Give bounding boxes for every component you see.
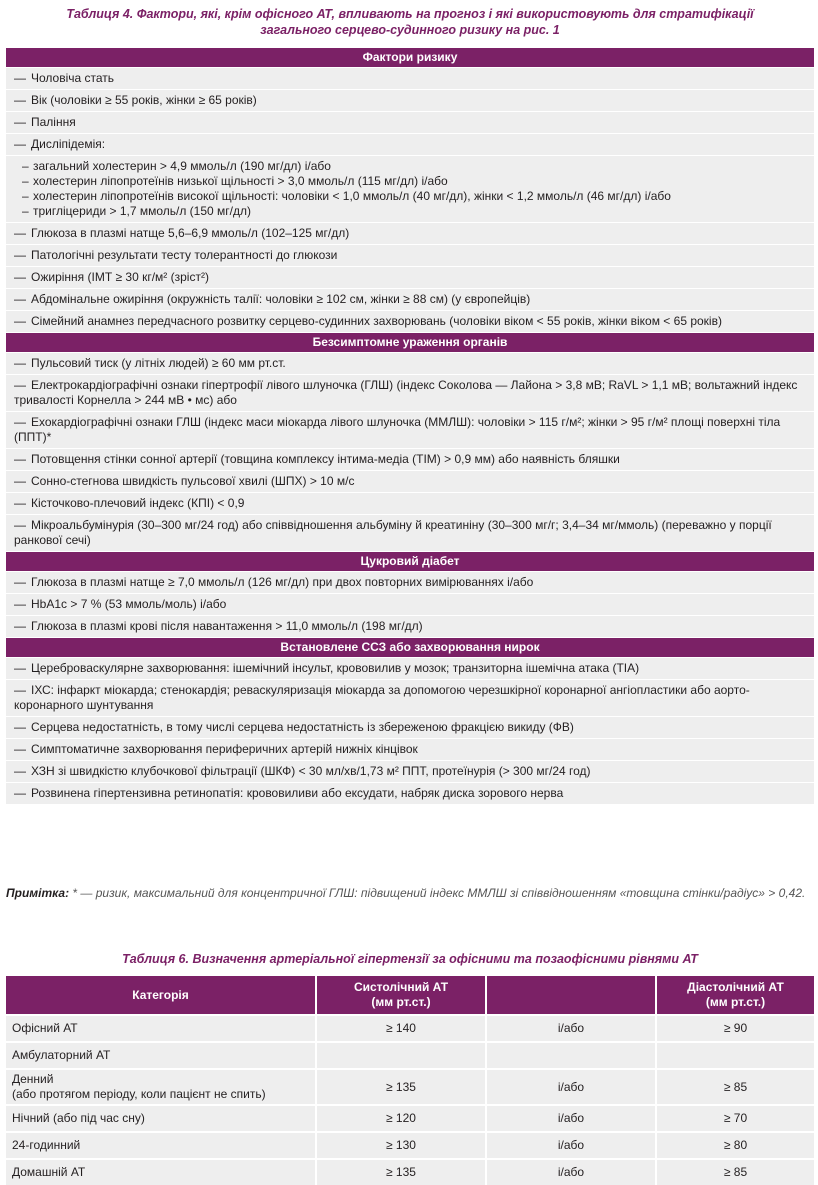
dash-mark: —: [14, 314, 26, 328]
category-text: Денний: [12, 1072, 54, 1086]
dash-mark: —: [14, 496, 26, 510]
item-text: Абдомінальне ожиріння (окружність талії: чоловіки ≥ 102 см, жінки ≥ 88 см) (у європейців): [31, 292, 531, 306]
table-row: [6, 594, 814, 616]
item-text: ХЗН зі швидкістю клубочкової фільтрації (ШКФ) < 30 мл/хв/1,73 м² ППТ, протеїнурія (> 300 мг/24 год): [31, 764, 591, 778]
category-text: Офісний АТ: [12, 1021, 78, 1035]
table-row: [6, 267, 814, 289]
table-row: [6, 680, 814, 717]
category-text: Амбулаторний АТ: [12, 1048, 111, 1062]
table-row: [6, 515, 814, 552]
table-row: [6, 223, 814, 245]
sub-item: [14, 159, 808, 174]
table-row: [6, 353, 814, 375]
dash-mark: –: [22, 189, 29, 203]
sub-item: [14, 189, 808, 204]
table-row: [6, 156, 814, 223]
table-row: [6, 375, 814, 412]
item-text: Сонно-стегнова швидкість пульсової хвилі (ШПХ) > 10 м/с: [31, 474, 355, 488]
dash-mark: —: [14, 415, 26, 429]
dash-mark: —: [14, 474, 26, 488]
dash-mark: —: [14, 518, 26, 532]
table-row: [6, 90, 814, 112]
dash-mark: —: [14, 356, 26, 370]
dash-mark: —: [14, 292, 26, 306]
table-row: [6, 1159, 814, 1185]
item-text: Цереброваскулярне захворювання: ішемічний інсульт, крововилив у мозок; транзиторна ішемічна атака (ТІА): [31, 661, 640, 675]
diastolic-cell: ≥ 90: [656, 1015, 814, 1042]
table-cell: [6, 289, 814, 311]
category-cell: [6, 1042, 316, 1069]
category-cell: [6, 1069, 316, 1105]
diastolic-cell: ≥ 85: [656, 1069, 814, 1105]
section-header-row: [6, 48, 814, 68]
section-heading: Встановлене ССЗ або захворювання нирок: [6, 638, 814, 658]
table-row: [6, 449, 814, 471]
table-cell: [6, 90, 814, 112]
dash-mark: —: [14, 115, 26, 129]
table-cell: [6, 616, 814, 638]
table-cell: [6, 572, 814, 594]
sub-item: [14, 204, 808, 219]
header-diastolic-line1: Діастолічний АТ: [687, 980, 784, 994]
header-middle: [486, 976, 656, 1015]
table-cell: [6, 375, 814, 412]
header-systolic-line1: Систолічний АТ: [353, 980, 449, 994]
table-row: [6, 493, 814, 515]
table-cell: [6, 761, 814, 783]
table-row: [6, 245, 814, 267]
sub-item-text: холестерин ліпопротеїнів низької щільності > 3,0 ммоль/л (115 мг/дл) і/або: [33, 174, 448, 188]
table-cell: [6, 311, 814, 333]
item-text: Електрокардіографічні ознаки гіпертрофії лівого шлуночка (ГЛШ) (індекс Соколова — Лайона > 3,8 мВ; RaVL > 1,1 мВ; вольтажний індекс тривалості Корнелла > 244 мВ • мс) або: [14, 378, 798, 407]
table-cell: [6, 739, 814, 761]
dash-mark: —: [14, 786, 26, 800]
table-cell: [6, 680, 814, 717]
item-text: Симптоматичне захворювання периферичних артерій нижніх кінцівок: [31, 742, 418, 756]
table6: [6, 976, 814, 1185]
item-text: Глюкоза в плазмі натще ≥ 7,0 ммоль/л (126 мг/дл) при двох повторних вимірюваннях і/або: [31, 575, 534, 589]
category-text: 24-годинний: [12, 1138, 81, 1152]
table-cell: [6, 134, 814, 156]
systolic-cell: ≥ 135: [316, 1069, 486, 1105]
dash-mark: –: [22, 174, 29, 188]
category-cell: [6, 1159, 316, 1185]
table4-title-line1: Таблиця 4. Фактори, які, крім офісного АТ, впливають на прогноз і які використовують для стратифікації: [66, 7, 754, 21]
item-text: Пульсовий тиск (у літніх людей) ≥ 60 мм рт.ст.: [31, 356, 286, 370]
table-row: [6, 1105, 814, 1132]
table-row: [6, 1132, 814, 1159]
section-heading: Безсимптомне ураження органів: [6, 333, 814, 353]
sub-item-text: тригліцериди > 1,7 ммоль/л (150 мг/дл): [33, 204, 251, 218]
item-text: Кісточково-плечовий індекс (КПІ) < 0,9: [31, 496, 245, 510]
item-text: Розвинена гіпертензивна ретинопатія: крововиливи або ексудати, набряк диска зорового нерва: [31, 786, 564, 800]
item-text: Патологічні результати тесту толерантності до глюкози: [31, 248, 338, 262]
category-subtext: (або протягом періоду, коли пацієнт не спить): [12, 1087, 266, 1101]
dash-mark: —: [14, 270, 26, 284]
dash-mark: —: [14, 619, 26, 633]
header-diastolic-line2: (мм рт.ст.): [705, 995, 766, 1009]
item-text: Сімейний анамнез передчасного розвитку серцево-судинних захворювань (чоловіки віком < 55 років, жінки віком < 65 років): [31, 314, 722, 328]
table-cell: [6, 412, 814, 449]
section-heading: Фактори ризику: [6, 48, 814, 68]
table-row: [6, 658, 814, 680]
table-cell: [6, 245, 814, 267]
table-row: [6, 112, 814, 134]
header-systolic-line2: (мм рт.ст.): [371, 995, 431, 1009]
note-text: * — ризик, максимальний для концентричної ГЛШ: підвищений індекс ММЛШ зі співвідношенням «товщина стінки/радіус» > 0,42.: [72, 886, 806, 900]
dash-mark: —: [14, 764, 26, 778]
table-row: [6, 1069, 814, 1105]
table-cell: [6, 223, 814, 245]
diastolic-cell: ≥ 80: [656, 1132, 814, 1159]
dash-mark: —: [14, 683, 26, 697]
table4-note: [6, 885, 812, 901]
conjunction-cell: [486, 1042, 656, 1069]
table-cell: [6, 783, 814, 805]
table-cell: [6, 267, 814, 289]
table-row: [6, 761, 814, 783]
conjunction-cell: і/або: [486, 1015, 656, 1042]
table-row: [6, 783, 814, 805]
table-row: [6, 289, 814, 311]
conjunction-cell: і/або: [486, 1132, 656, 1159]
dash-mark: —: [14, 597, 26, 611]
table-row: [6, 717, 814, 739]
table6-header-row: [6, 976, 814, 1015]
sub-item: [14, 174, 808, 189]
item-text: Глюкоза в плазмі натще 5,6–6,9 ммоль/л (102–125 мг/дл): [31, 226, 350, 240]
header-systolic: [316, 976, 486, 1015]
table-cell: [6, 717, 814, 739]
item-text: Ожиріння (ІМТ ≥ 30 кг/м² (зріст²): [31, 270, 209, 284]
header-category: Категорія: [6, 976, 316, 1015]
item-text: Паління: [31, 115, 76, 129]
table4-title: [60, 6, 760, 38]
diastolic-cell: ≥ 85: [656, 1159, 814, 1185]
systolic-cell: [316, 1042, 486, 1069]
dash-mark: —: [14, 742, 26, 756]
item-text: Вік (чоловіки ≥ 55 років, жінки ≥ 65 років): [31, 93, 257, 107]
dash-mark: —: [14, 378, 26, 392]
dash-mark: —: [14, 575, 26, 589]
table-row: [6, 471, 814, 493]
category-cell: [6, 1015, 316, 1042]
table-row: [6, 739, 814, 761]
item-text: HbA1c > 7 % (53 ммоль/моль) і/або: [31, 597, 227, 611]
item-text: Глюкоза в плазмі крові після навантаження > 11,0 ммоль/л (198 мг/дл): [31, 619, 423, 633]
item-text: Серцева недостатність, в тому числі серцева недостатність із збереженою фракцією викиду (ФВ): [31, 720, 574, 734]
table-row: [6, 572, 814, 594]
sub-item-text: холестерин ліпопротеїнів високої щільності: чоловіки < 1,0 ммоль/л (40 мг/дл), жінки < 1,2 ммоль/л (46 мг/дл) і/або: [33, 189, 671, 203]
systolic-cell: ≥ 120: [316, 1105, 486, 1132]
item-text: Дисліпідемія:: [31, 137, 106, 151]
dash-mark: —: [14, 248, 26, 262]
note-label: Примітка:: [6, 886, 70, 900]
item-text: Потовщення стінки сонної артерії (товщина комплексу інтима-медіа (ТІМ) > 0,9 мм) або наявність бляшки: [31, 452, 620, 466]
item-text: ІХС: інфаркт міокарда; стенокардія; реваскуляризація міокарда за допомогою черезшкірної коронарної ангіопластики або аорто-коронарного шунтування: [14, 683, 750, 712]
item-text: Чоловіча стать: [31, 71, 115, 85]
table6-title: Таблиця 6. Визначення артеріальної гіпертензії за офісними та позаофісними рівнями АТ: [122, 952, 698, 966]
table-row: [6, 1015, 814, 1042]
dash-mark: —: [14, 720, 26, 734]
table-row: [6, 616, 814, 638]
category-text: Домашній АТ: [12, 1165, 86, 1179]
diastolic-cell: [656, 1042, 814, 1069]
dash-mark: —: [14, 93, 26, 107]
item-text: Ехокардіографічні ознаки ГЛШ (індекс маси міокарда лівого шлуночка (ММЛШ): чоловіки > 115 г/м²; жінки > 95 г/м² площі поверхні тіла (ППТ)*: [14, 415, 781, 444]
dash-mark: –: [22, 159, 29, 173]
table4-title-line2: загального серцево-судинного ризику на рис. 1: [260, 23, 560, 37]
dash-mark: —: [14, 452, 26, 466]
category-cell: [6, 1132, 316, 1159]
sub-item-text: загальний холестерин > 4,9 ммоль/л (190 мг/дл) і/або: [33, 159, 331, 173]
table-cell: [6, 471, 814, 493]
systolic-cell: ≥ 135: [316, 1159, 486, 1185]
conjunction-cell: і/або: [486, 1069, 656, 1105]
systolic-cell: ≥ 140: [316, 1015, 486, 1042]
table-cell: [6, 515, 814, 552]
dash-mark: —: [14, 137, 26, 151]
category-text: Нічний (або під час сну): [12, 1111, 145, 1125]
dash-mark: —: [14, 226, 26, 240]
table-cell: [6, 594, 814, 616]
table-cell: [6, 68, 814, 90]
table-row: [6, 311, 814, 333]
dash-mark: –: [22, 204, 29, 218]
table-cell: [6, 449, 814, 471]
section-heading: Цукровий діабет: [6, 552, 814, 572]
table4: [6, 48, 814, 805]
dash-mark: —: [14, 661, 26, 675]
header-diastolic: [656, 976, 814, 1015]
table-row: [6, 412, 814, 449]
systolic-cell: ≥ 130: [316, 1132, 486, 1159]
table-row: [6, 134, 814, 156]
table-cell: [6, 112, 814, 134]
conjunction-cell: і/або: [486, 1105, 656, 1132]
section-header-row: [6, 638, 814, 658]
item-text: Мікроальбумінурія (30–300 мг/24 год) або співвідношення альбуміну й креатиніну (30–300 мг/г; 3,4–34 мг/ммоль) (переважно у порції ранкової сечі): [14, 518, 772, 547]
section-header-row: [6, 333, 814, 353]
table-cell: [6, 353, 814, 375]
table-row: [6, 1042, 814, 1069]
conjunction-cell: і/або: [486, 1159, 656, 1185]
section-header-row: [6, 552, 814, 572]
table-cell: [6, 156, 814, 223]
table-row: [6, 68, 814, 90]
category-cell: [6, 1105, 316, 1132]
diastolic-cell: ≥ 70: [656, 1105, 814, 1132]
table-cell: [6, 493, 814, 515]
dash-mark: —: [14, 71, 26, 85]
table-cell: [6, 658, 814, 680]
